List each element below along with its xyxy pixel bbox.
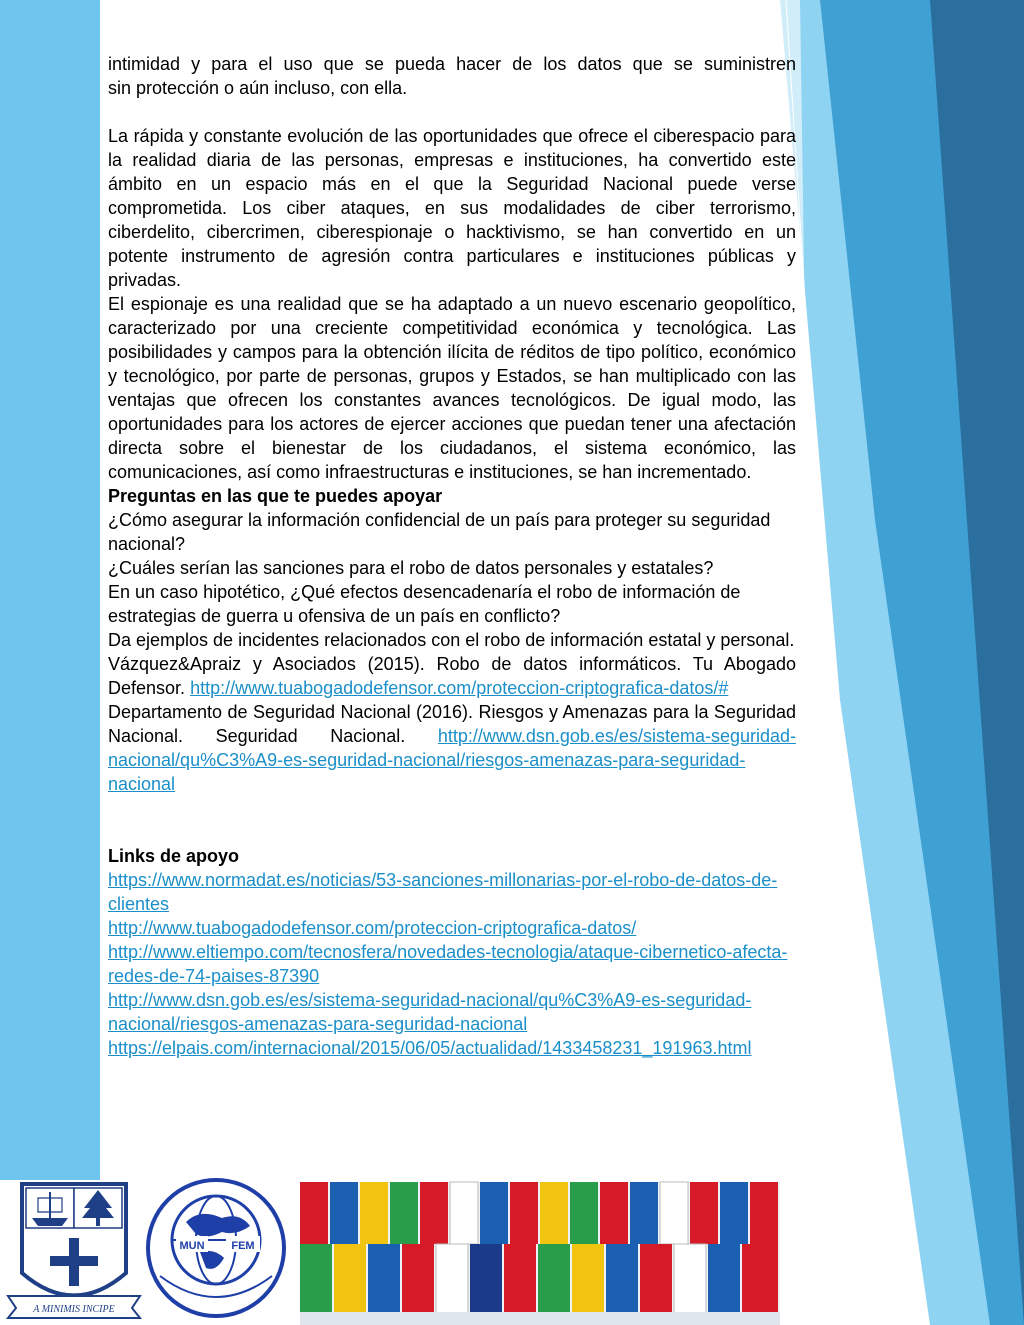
questions-heading: Preguntas en las que te puedes apoyar [108, 486, 443, 506]
reference-1-link[interactable]: http://www.tuabogadodefensor.com/proteccion-criptografica-datos/# [190, 678, 729, 698]
question-item: ¿Cuáles serían las sanciones para el robo de datos personales y estatales? [108, 558, 714, 578]
support-link[interactable]: https://www.normadat.es/noticias/53-sanciones-millonarias-por-el-robo-de-datos-de-clientes [108, 870, 778, 914]
support-link[interactable]: http://www.dsn.gob.es/es/sistema-seguridad-nacional/qu%C3%A9-es-seguridad-nacional/riesgos-amenazas-para-seguridad-nacional [108, 990, 752, 1034]
flags-banner-image [300, 1182, 780, 1325]
school-motto: A MINIMIS INCIPE [33, 1304, 115, 1315]
fem-label: FEM [231, 1240, 255, 1252]
mun-fem-logo [148, 1180, 284, 1316]
reference-1-text: Vázquez&Apraiz y Asociados (2015). Robo de datos informáticos. Tu Abogado Defensor. [108, 654, 796, 698]
paragraph-intro-line1: intimidad y para el uso que se pueda hacer de los datos que se suministren [108, 54, 796, 74]
reference-2-link[interactable]: http://www.dsn.gob.es/es/sistema-seguridad-nacional/qu%C3%A9-es-seguridad-nacional/riesgos-amenazas-para-seguridad-nacional [108, 726, 796, 794]
document-body [108, 52, 796, 1060]
reference-2 [108, 700, 796, 796]
paragraph-espionaje: El espionaje es una realidad que se ha adaptado a un nuevo escenario geopolítico, caracterizado por una creciente competitividad económica y tecnológica. Las posibilidades y campos para la obtención ilícita de réditos de tipo político, económico y tecnológico, por parte de personas, grupos y Estados, se han multiplicado con las ventajas que ofrecen los constantes avances tecnológicos. De igual modo, las oportunidades para los actores de ejercer acciones que puedan tener una afectación directa sobre el bienestar de los ciudadanos, el sistema económico, las comunicaciones, así como infraestructuras e instituciones, se han incrementado. [108, 294, 796, 482]
school-crest-logo [8, 1184, 140, 1318]
paragraph-ciberespacio: La rápida y constante evolución de las oportunidades que ofrece el ciberespacio para la realidad diaria de las personas, empresas e instituciones, ha convertido este ámbito en un espacio más en el que la Seguridad Nacional puede verse comprometida. Los ciber ataques, en sus modalidades de ciber terrorismo, ciberdelito, cibercrimen, ciberespionaje o hacktivismo, se han convertido en un potente instrumento de agresión contra particulares e instituciones públicas y privadas. [108, 126, 796, 290]
question-item: En un caso hipotético, ¿Qué efectos desencadenaría el robo de información de estrategias de guerra u ofensiva de un país en conflicto? [108, 582, 741, 626]
reference-1 [108, 652, 796, 700]
support-link[interactable]: https://elpais.com/internacional/2015/06/05/actualidad/1433458231_191963.html [108, 1038, 752, 1058]
question-item: Da ejemplos de incidentes relacionados con el robo de información estatal y personal. [108, 630, 795, 650]
reference-2-text: Departamento de Seguridad Nacional (2016). Riesgos y Amenazas para la Seguridad Nacional. Seguridad Nacional. [108, 702, 796, 746]
question-item: ¿Cómo asegurar la información confidencial de un país para proteger su seguridad nacional? [108, 510, 771, 554]
links-heading: Links de apoyo [108, 846, 240, 866]
left-decor-panel [0, 0, 100, 1180]
mun-label: MUN [179, 1240, 205, 1252]
support-link[interactable]: http://www.eltiempo.com/tecnosfera/novedades-tecnologia/ataque-cibernetico-afecta-redes-de-74-paises-87390 [108, 942, 788, 986]
links-list [108, 868, 796, 1060]
logo-strip [0, 1178, 1024, 1325]
paragraph-intro-line2: sin protección o aún incluso, con ella. [108, 78, 408, 98]
support-link[interactable]: http://www.tuabogadodefensor.com/proteccion-criptografica-datos/ [108, 918, 637, 938]
right-decor-panels [780, 0, 1024, 1325]
